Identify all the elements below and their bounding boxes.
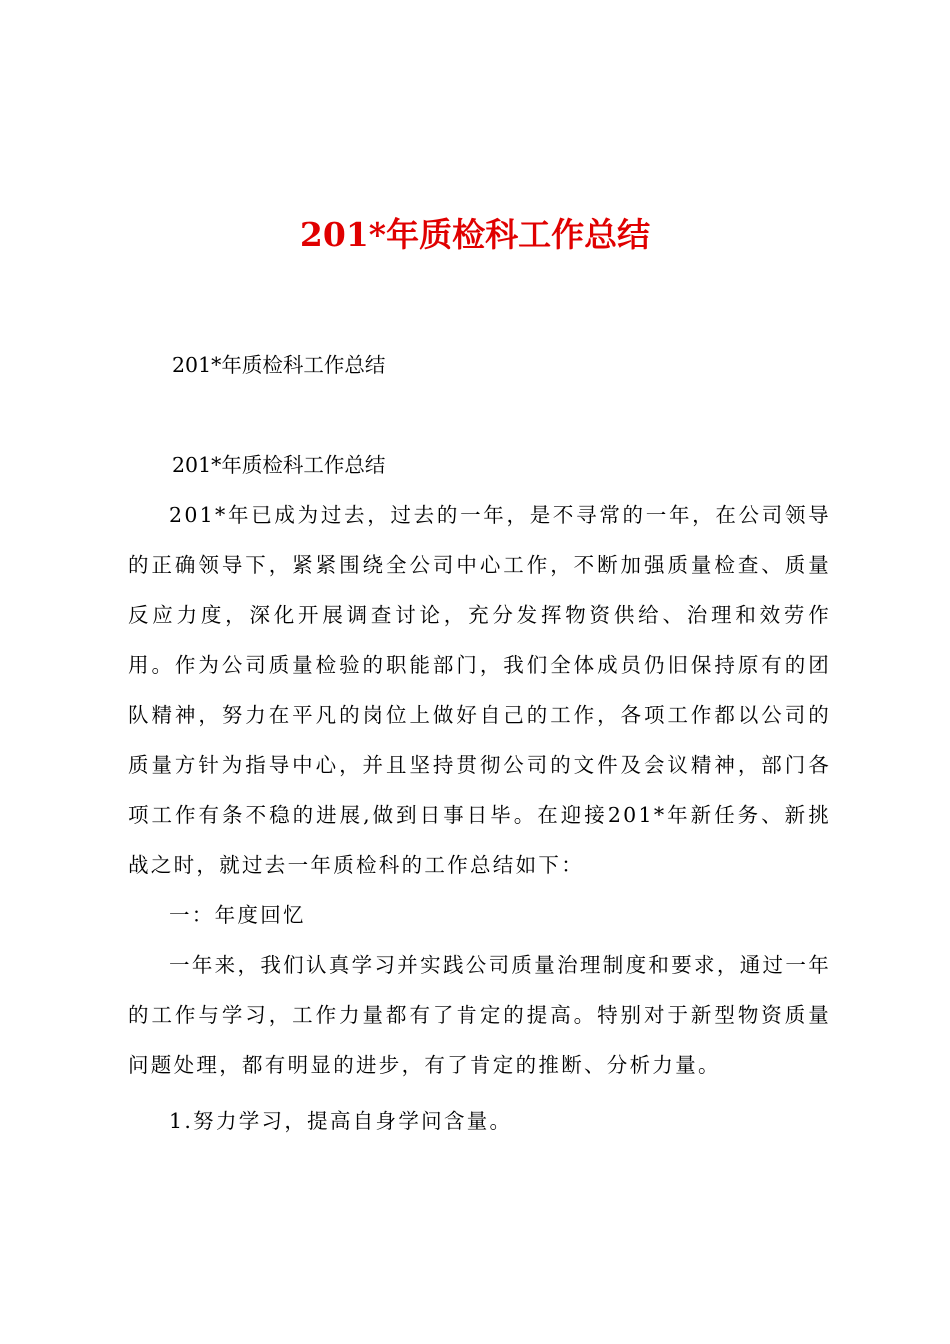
document-title: 201*年质检科工作总结	[299, 215, 651, 254]
section-heading-annual-review: 一：年度回忆	[169, 903, 306, 927]
list-item-1: 1.努力学习，提高自身学问含量。	[169, 1109, 513, 1133]
paragraph-annual-review: 一年来，我们认真学习并实践公司质量治理制度和要求，通过一年的工作与学习，工作力量都有了肯定的提高。特别对于新型物资质量问题处理，都有明显的进步，有了肯定的推断、分析力量。	[128, 953, 831, 1077]
paragraph-intro: 201*年已成为过去，过去的一年，是不寻常的一年，在公司领导的正确领导下，紧紧围绕全公司中心工作，不断加强质量检查、质量反应力度，深化开展调查讨论，充分发挥物资供给、治理和效劳作用。作为公司质量检验的职能部门，我们全体成员仍旧保持原有的团队精神，努力在平凡的岗位上做好自己的工作，各项工作都以公司的质量方针为指导中心，并且坚持贯彻公司的文件及会议精神，部门各项工作有条不稳的进展,做到日事日毕。在迎接201*年新任务、新挑战之时，就过去一年质检科的工作总结如下：	[128, 503, 831, 877]
subtitle-line-1: 201*年质检科工作总结	[172, 353, 386, 377]
subtitle-line-2: 201*年质检科工作总结	[172, 453, 386, 477]
body-text-block	[128, 490, 831, 1146]
